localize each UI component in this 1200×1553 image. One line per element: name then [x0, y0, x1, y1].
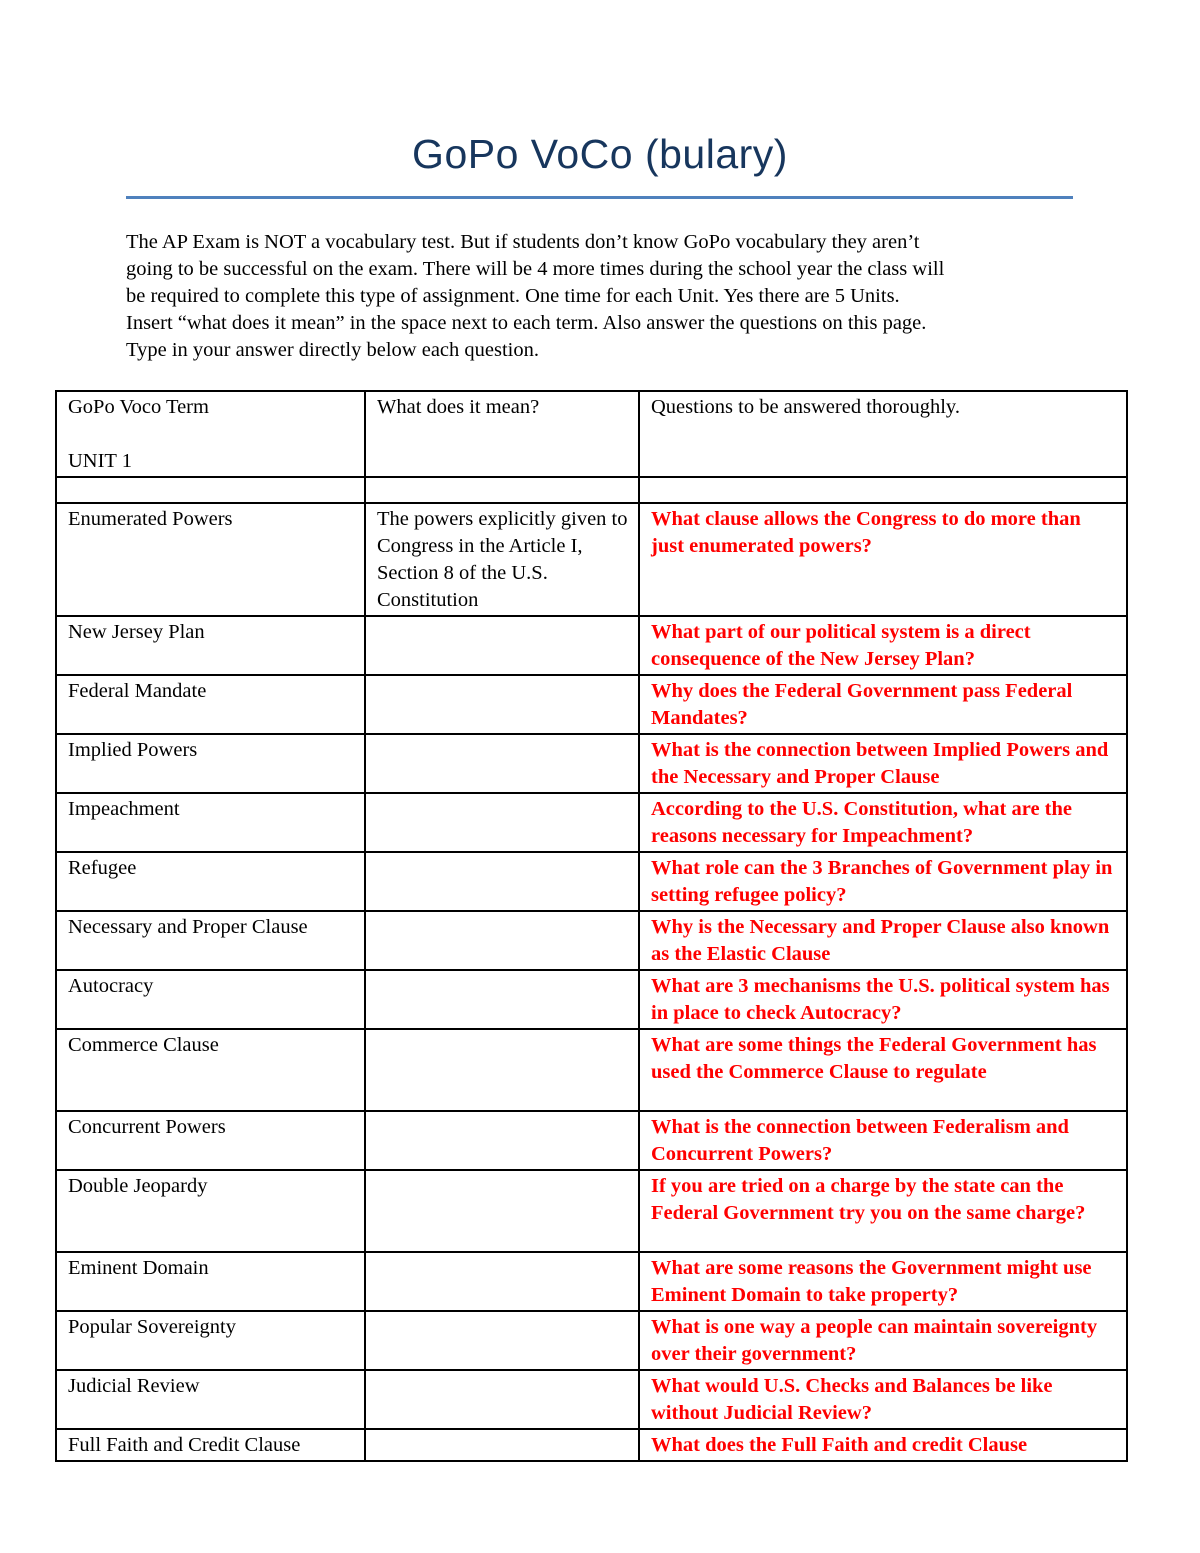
term-text: Popular Sovereignty [68, 1316, 236, 1338]
meaning-cell[interactable] [365, 1170, 639, 1252]
term-text: Eminent Domain [68, 1257, 209, 1279]
meaning-cell[interactable] [365, 503, 639, 616]
term-cell [56, 911, 365, 970]
question-text: What is one way a people can maintain sovereignty over their government? [651, 1316, 1098, 1365]
intro-line: Insert “what does it mean” in the space next to each term. Also answer the questions on this page. [126, 312, 927, 334]
term-text: New Jersey Plan [68, 621, 205, 643]
term-text: Implied Powers [68, 739, 198, 761]
question-cell[interactable] [639, 911, 1127, 970]
term-cell [56, 675, 365, 734]
meaning-cell[interactable] [365, 793, 639, 852]
table-row [56, 675, 1127, 734]
term-text: Judicial Review [68, 1375, 200, 1397]
term-text: Full Faith and Credit Clause [68, 1434, 301, 1456]
term-text: Refugee [68, 857, 137, 879]
meaning-cell[interactable] [365, 852, 639, 911]
page-title: GoPo VoCo (bulary) [412, 131, 788, 177]
term-cell [56, 616, 365, 675]
question-cell[interactable] [639, 1370, 1127, 1429]
term-text: Autocracy [68, 975, 154, 997]
empty-cell[interactable] [365, 477, 639, 503]
term-text: Impeachment [68, 798, 180, 820]
question-text: Why does the Federal Government pass Federal Mandates? [651, 680, 1073, 729]
header-unit-label: UNIT 1 [68, 450, 132, 472]
table-row [56, 793, 1127, 852]
term-text: Commerce Clause [68, 1034, 219, 1056]
vocabulary-table [55, 390, 1128, 1462]
table-row [56, 1429, 1127, 1461]
term-cell [56, 1252, 365, 1311]
meaning-cell[interactable] [365, 970, 639, 1029]
meaning-cell[interactable] [365, 734, 639, 793]
term-cell [56, 1429, 365, 1461]
question-cell[interactable] [639, 1429, 1127, 1461]
question-cell[interactable] [639, 1029, 1127, 1111]
table-row [56, 503, 1127, 616]
meaning-text: The powers explicitly given to Congress in the Article I, Section 8 of the U.S. Constitution [377, 508, 628, 611]
header-term-label: GoPo Voco Term [68, 396, 209, 418]
table-row [56, 616, 1127, 675]
term-text: Necessary and Proper Clause [68, 916, 308, 938]
question-cell[interactable] [639, 503, 1127, 616]
meaning-cell[interactable] [365, 1429, 639, 1461]
question-text: What would U.S. Checks and Balances be like without Judicial Review? [651, 1375, 1053, 1424]
meaning-cell[interactable] [365, 1252, 639, 1311]
meaning-cell[interactable] [365, 616, 639, 675]
question-cell[interactable] [639, 675, 1127, 734]
meaning-cell[interactable] [365, 1370, 639, 1429]
vocabulary-rows [56, 503, 1127, 1461]
question-text: What are some reasons the Government might use Eminent Domain to take property? [651, 1257, 1092, 1306]
table-row [56, 852, 1127, 911]
question-text: What is the connection between Implied Powers and the Necessary and Proper Clause [651, 739, 1109, 788]
question-cell[interactable] [639, 1252, 1127, 1311]
question-text: What are some things the Federal Government has used the Commerce Clause to regulate [651, 1034, 1097, 1083]
term-text: Federal Mandate [68, 680, 207, 702]
term-cell [56, 1111, 365, 1170]
question-text: What clause allows the Congress to do more than just enumerated powers? [651, 508, 1081, 557]
table-row [56, 1311, 1127, 1370]
question-text: What is the connection between Federalism and Concurrent Powers? [651, 1116, 1069, 1165]
question-cell[interactable] [639, 616, 1127, 675]
term-cell [56, 1311, 365, 1370]
term-cell [56, 734, 365, 793]
question-text: What role can the 3 Branches of Government play in setting refugee policy? [651, 857, 1113, 906]
term-cell [56, 1029, 365, 1111]
term-cell [56, 852, 365, 911]
term-cell [56, 503, 365, 616]
term-text: Concurrent Powers [68, 1116, 226, 1138]
table-row [56, 734, 1127, 793]
table-row [56, 970, 1127, 1029]
table-row [56, 1111, 1127, 1170]
meaning-cell[interactable] [365, 911, 639, 970]
header-meaning-label: What does it mean? [377, 396, 540, 418]
question-text: According to the U.S. Constitution, what are the reasons necessary for Impeachment? [651, 798, 1073, 847]
header-meaning-cell [365, 391, 639, 477]
term-cell [56, 1170, 365, 1252]
question-text: What does the Full Faith and credit Clause [651, 1434, 1028, 1456]
term-cell [56, 793, 365, 852]
question-cell[interactable] [639, 1311, 1127, 1370]
header-questions-cell [639, 391, 1127, 477]
table-row [56, 1029, 1127, 1111]
question-cell[interactable] [639, 1111, 1127, 1170]
meaning-cell[interactable] [365, 1111, 639, 1170]
empty-cell[interactable] [639, 477, 1127, 503]
meaning-cell[interactable] [365, 1029, 639, 1111]
table-row [56, 1252, 1127, 1311]
title-underline [126, 196, 1073, 199]
meaning-cell[interactable] [365, 1311, 639, 1370]
table-row [56, 1170, 1127, 1252]
question-cell[interactable] [639, 852, 1127, 911]
intro-line: going to be successful on the exam. There will be 4 more times during the school year the class will [126, 258, 945, 280]
question-text: Why is the Necessary and Proper Clause also known as the Elastic Clause [651, 916, 1110, 965]
question-text: If you are tried on a charge by the state can the Federal Government try you on the same charge? [651, 1175, 1086, 1224]
term-cell [56, 1370, 365, 1429]
question-cell[interactable] [639, 734, 1127, 793]
header-term-cell [56, 391, 365, 477]
intro-line: Type in your answer directly below each question. [126, 339, 539, 361]
question-text: What part of our political system is a direct consequence of the New Jersey Plan? [651, 621, 1031, 670]
intro-paragraph [126, 229, 1076, 364]
meaning-cell[interactable] [365, 675, 639, 734]
empty-cell[interactable] [56, 477, 365, 503]
question-cell[interactable] [639, 793, 1127, 852]
header-questions-label: Questions to be answered thoroughly. [651, 396, 960, 418]
term-text: Enumerated Powers [68, 508, 233, 530]
intro-line: be required to complete this type of assignment. One time for each Unit. Yes there are 5 Units. [126, 285, 900, 307]
question-cell[interactable] [639, 1170, 1127, 1252]
table-row [56, 1370, 1127, 1429]
question-text: What are 3 mechanisms the U.S. political system has in place to check Autocracy? [651, 975, 1110, 1024]
table-row [56, 911, 1127, 970]
term-cell [56, 970, 365, 1029]
table-header-row [56, 391, 1127, 477]
question-cell[interactable] [639, 970, 1127, 1029]
table-spacer-row [56, 477, 1127, 503]
term-text: Double Jeopardy [68, 1175, 208, 1197]
intro-line: The AP Exam is NOT a vocabulary test. But if students don’t know GoPo vocabulary they aren’t [126, 231, 920, 253]
